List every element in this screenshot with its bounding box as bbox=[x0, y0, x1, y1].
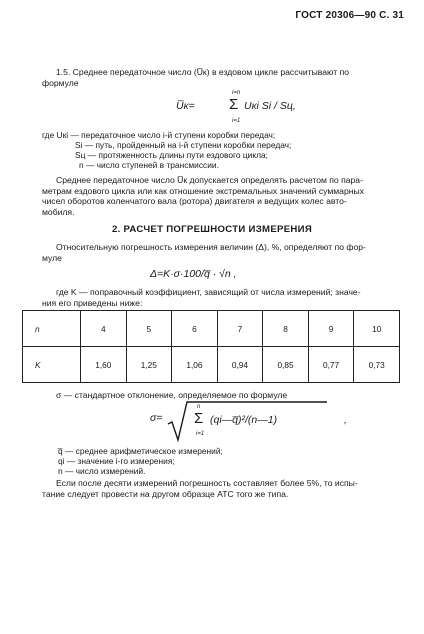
page-header: ГОСТ 20306—90 С. 31 bbox=[295, 10, 404, 21]
definition-line: n — число ступеней в трансмиссии. bbox=[79, 160, 219, 170]
paragraph-3 bbox=[42, 242, 392, 263]
definition-line: Si — путь, пройденный на i-й ступени коробки передач; bbox=[75, 140, 292, 150]
definition-line: n — число измерений. bbox=[58, 466, 146, 476]
table-header-k: K bbox=[23, 347, 81, 383]
paragraph-line: ния его приведены ниже: bbox=[42, 297, 143, 308]
paragraph-line: формуле bbox=[42, 78, 79, 88]
table-header-n: n bbox=[23, 311, 81, 347]
table-cell: 9 bbox=[308, 311, 354, 347]
paragraph-line: Если после десяти измерений погрешность составляет более 5%, то испы- bbox=[56, 478, 358, 488]
table-cell: 10 bbox=[354, 311, 400, 347]
paragraph-1-5 bbox=[42, 67, 392, 78]
table-cell: 1,25 bbox=[126, 347, 172, 383]
table-cell: 4 bbox=[81, 311, 127, 347]
table-cell: 6 bbox=[172, 311, 218, 347]
sigma-symbol: Σ bbox=[194, 410, 204, 427]
paragraph-line: где K — поправочный коэффициент, зависящий от числа измерений; значе- bbox=[56, 287, 361, 297]
table-cell: 0,94 bbox=[217, 347, 263, 383]
table-cell: 0,77 bbox=[308, 347, 354, 383]
table-cell: 5 bbox=[126, 311, 172, 347]
table-cell: 1,60 bbox=[81, 347, 127, 383]
table-row bbox=[23, 347, 400, 383]
paragraph-line: тание следует провести на другом образце АТС того же типа. bbox=[42, 488, 289, 499]
definition-line: где Uкi — передаточное число i-й ступени коробки передач; bbox=[42, 130, 276, 140]
table-cell: 0,73 bbox=[354, 347, 400, 383]
table-row bbox=[23, 311, 400, 347]
paragraph-line: 1.5. Среднее передаточное число (U̅к) в ездовом цикле рассчитывают по bbox=[56, 67, 350, 77]
formula-delta: Δ=K·σ·100/q̅ · √n , bbox=[150, 268, 237, 280]
paragraph-line: Относительную погрешность измерения величин (Δ), %, определяют по фор- bbox=[56, 242, 366, 252]
formula-body: Uкi Si / Sц, bbox=[244, 100, 296, 112]
paragraph-2 bbox=[42, 175, 392, 217]
definition-line: q̅ — среднее арифметическое измерений; bbox=[58, 446, 223, 456]
definition-line: Sц — протяженность длины пути ездового цикла; bbox=[75, 150, 268, 160]
paragraph-line: Среднее передаточное число U̅к допускается определять расчетом по пара- bbox=[56, 175, 363, 185]
formula-body: (qi—q̅)²/(n—1) bbox=[210, 414, 278, 426]
paragraph-line: метрам ездового цикла или как отношение экстремальных значений суммарных bbox=[42, 185, 364, 196]
formula-sigma-lhs: σ= bbox=[150, 412, 163, 424]
table-cell: 8 bbox=[263, 311, 309, 347]
definition-line: qi — значение i-го измерения; bbox=[58, 456, 175, 466]
table-cell: 0,85 bbox=[263, 347, 309, 383]
paragraph-line: мобиля. bbox=[42, 206, 75, 217]
formula-lower-limit: i=1 bbox=[196, 431, 205, 437]
formula-upper-limit: n bbox=[197, 404, 201, 410]
table-cell: 1,06 bbox=[172, 347, 218, 383]
sigma-symbol: Σ bbox=[229, 96, 239, 113]
formula-trailing-comma: , bbox=[344, 414, 347, 426]
paragraph-line: чисел оборотов коленчатого вала (ротора) двигателя и ведущих колес авто- bbox=[42, 196, 347, 207]
paragraph-line: муле bbox=[42, 252, 62, 263]
formula-lower-limit: i=1 bbox=[232, 118, 241, 124]
formula-upper-limit: i=n bbox=[232, 90, 241, 96]
k-coefficient-table bbox=[22, 310, 400, 383]
formula-lhs: U̅к= bbox=[176, 100, 195, 112]
paragraph-4 bbox=[42, 287, 392, 308]
paragraph-6 bbox=[42, 478, 392, 499]
table-cell: 7 bbox=[217, 311, 263, 347]
section-title: 2. РАСЧЕТ ПОГРЕШНОСТИ ИЗМЕРЕНИЯ bbox=[111, 224, 313, 235]
paragraph-5: σ — стандартное отклонение, определяемое по формуле bbox=[56, 390, 288, 400]
